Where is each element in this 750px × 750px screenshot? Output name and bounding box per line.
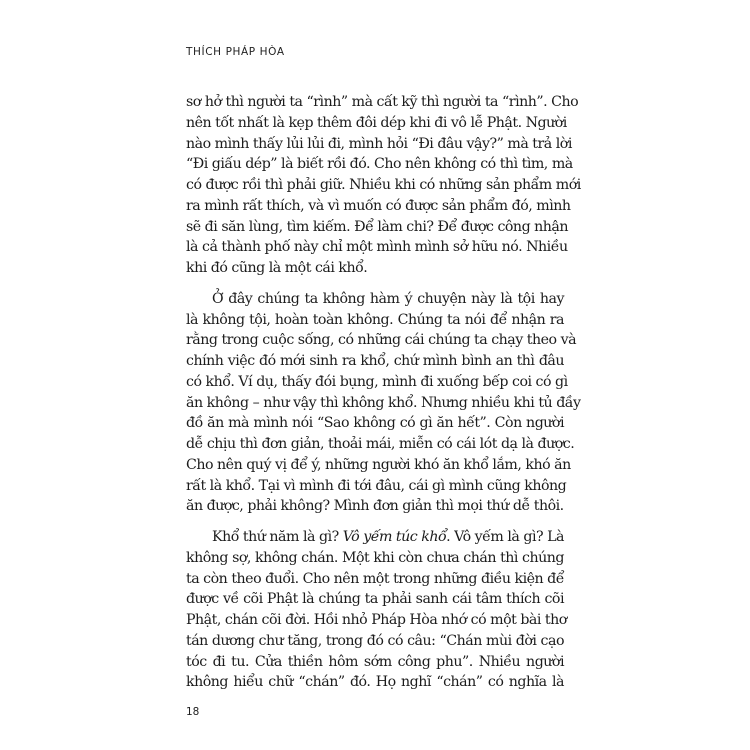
text-line: đồ ăn mà mình nói “Sao không có gì ăn hết”. Còn người <box>186 415 564 432</box>
text-line: không sợ, không chán. Một khi còn chưa chán thì chúng <box>186 549 564 566</box>
text-line: “Đi giấu dép” là biết rồi đó. Cho nên không có thì tìm, mà <box>186 156 573 173</box>
paragraph-3 <box>186 527 567 693</box>
text-line: Phật, chán cõi đời. Hồi nhỏ Pháp Hòa nhớ có một bài thơ <box>186 612 567 628</box>
text-run: Khổ thứ năm là gì? <box>212 529 343 545</box>
text-line: là cả thành phố này chỉ một mình mình sở hữu nó. Nhiều <box>186 239 568 256</box>
text-line: nào mình thấy lủi lủi đi, mình hỏi “Đi đâu vậy?” mà trả lời <box>186 135 572 152</box>
text-run: . Vô yếm là gì? Là <box>446 529 564 545</box>
text-line: tóc đi tu. Cửa thiền hôm sớm công phu”. Nhiều người <box>186 653 564 670</box>
text-line: sẽ đi săn lùng, tìm kiếm. Để làm chi? Để được công nhận <box>186 218 569 235</box>
text-line: nên tốt nhất là kẹp thêm đôi dép khi đi vô lễ Phật. Người <box>186 114 567 131</box>
text-line: ăn không – như vậy thì không khổ. Nhưng nhiều khi tủ đầy <box>186 394 581 411</box>
text-line: có khổ. Ví dụ, thấy đói bụng, mình đi xuống bếp coi có gì <box>186 373 568 390</box>
running-header-title: THÍCH PHÁP HÒA <box>186 46 285 58</box>
text-line: chính việc đó mới sinh ra khổ, chứ mình bình an thì đâu <box>186 353 564 369</box>
italic-term: Vô yếm túc khổ <box>342 529 447 545</box>
text-line: ăn được, phải không? Mình đơn giản thì mọi thứ dễ thôi. <box>186 498 564 515</box>
text-line: không hiểu chữ “chán” đó. Họ nghĩ “chán” có nghĩa là <box>186 674 564 691</box>
text-line: ta còn theo đuổi. Cho nên một trong những điều kiện để <box>186 570 564 587</box>
text-line: rất là khổ. Tại vì mình đi tới đâu, cái gì mình cũng không <box>186 477 567 494</box>
body-text <box>186 92 581 693</box>
text-line: dễ chịu thì đơn giản, thoải mái, miễn có cái lót dạ là được. <box>186 436 575 452</box>
text-line <box>186 527 564 548</box>
text-line: Ở đây chúng ta không hàm ý chuyện này là tội hay <box>212 290 564 307</box>
paragraph-1 <box>186 92 581 279</box>
text-line: là không tội, hoàn toàn không. Chúng ta nói để nhận ra <box>186 311 564 328</box>
text-line: được về cõi Phật là chúng ta phải sanh cái tâm thích cõi <box>186 591 564 608</box>
text-line: khi đó cũng là một cái khổ. <box>186 260 368 276</box>
text-line: có được rồi thì phải giữ. Nhiều khi có những sản phẩm mới <box>186 177 581 193</box>
text-line: ra mình rất thích, và vì muốn có được sản phẩm đó, mình <box>186 197 571 214</box>
paragraph-2 <box>186 289 581 517</box>
text-line: tán dương chư tăng, trong đó có câu: “Chán mùi đời cạo <box>186 632 564 649</box>
text-line: sơ hở thì người ta “rình” mà cất kỹ thì người ta “rình”. Cho <box>186 94 579 110</box>
text-line: rằng trong cuộc sống, có những cái chúng ta chạy theo và <box>186 332 577 349</box>
page-number: 18 <box>186 706 200 718</box>
text-line: Cho nên quý vị để ý, những người khó ăn khổ lắm, khó ăn <box>186 456 571 473</box>
